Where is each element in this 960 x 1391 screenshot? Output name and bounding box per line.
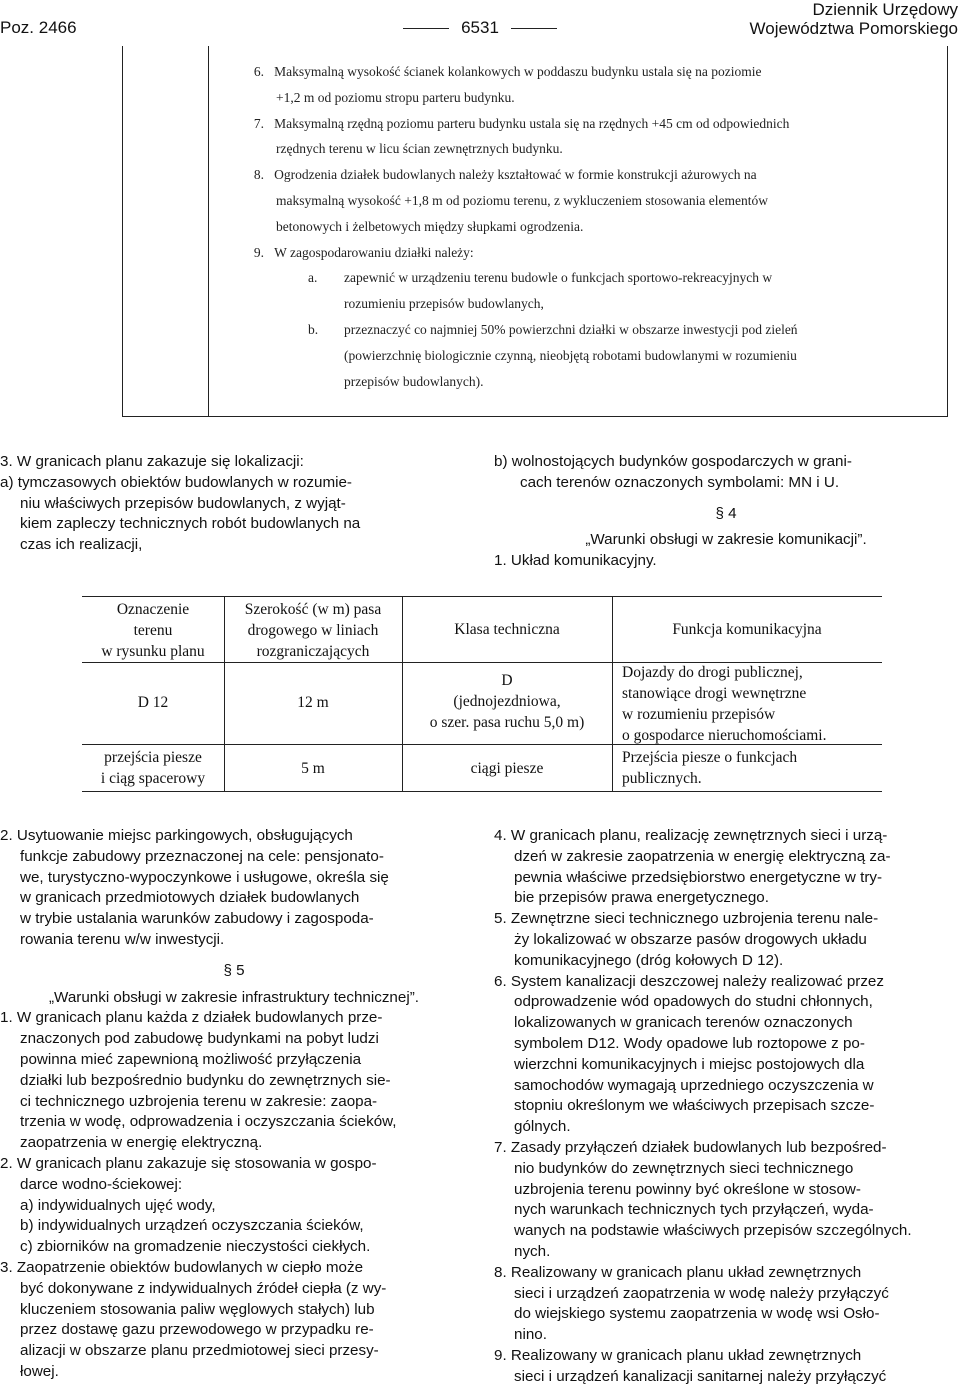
text-line: 1. W granicach planu każda z działek budowlanych prze- <box>0 1009 383 1027</box>
text-line: w granicach przedmiotowych działek budowlanych <box>20 889 360 907</box>
frame-subitem-a: a. zapewnić w urządzeniu terenu budowle o funkcjach sportowo-rekreacyjnych w rozumieniu przepisów budowlanych, <box>308 270 773 312</box>
text-line: działki lub bezpośrednio budynku do zewnętrznych sie- <box>20 1071 391 1089</box>
section3-line: 3. W granicach planu zakazuje się lokalizacji: <box>0 453 304 470</box>
text-line: uzbrojenia terenu powinny być określone w stosow- <box>514 1180 861 1198</box>
text-line: 5. Zewnętrzne sieci technicznego uzbrojenia terenu nale- <box>494 910 879 928</box>
frame-item-6: 6. Maksymalną wysokość ścianek kolankowych w poddaszu budynku ustala się na poziomie +1,2 m od poziomu stropu parteru budynku. <box>253 64 762 105</box>
table-cell: D 12 <box>137 694 169 711</box>
bottom-right-column <box>494 826 958 1388</box>
text-line: wierzchni komunikacyjnych i miejsc postojowych dla <box>514 1055 865 1073</box>
page-number-text: 6531 <box>461 18 499 37</box>
text-line: wanych na podstawie właściwych przepisów szczególnych. <box>514 1222 912 1240</box>
text-line: samochodów wymagają uprzedniego oczyszczenia w <box>514 1076 874 1094</box>
text-line: rowania terenu w/w inwestycji. <box>20 930 225 948</box>
table-header-cell: Szerokość (w m) pasa drogowego w liniach rozgraniczających <box>244 601 382 660</box>
text-line: nych. <box>514 1242 551 1260</box>
text-line: c) zbiorników na gromadzenie nieczystości ciekłych. <box>20 1238 371 1256</box>
road-table <box>82 596 882 792</box>
text-line: 2. W granicach planu zakazuje się stosowania w gospo- <box>0 1154 377 1172</box>
text-line: 4. W granicach planu, realizację zewnętrznych sieci i urzą- <box>494 827 888 844</box>
paragraph-4-heading: § 4 <box>715 504 737 522</box>
text-line: alizacji w obszarze planu przedmiotowej sieci przesy- <box>20 1342 379 1360</box>
text-line: do wiejskiego systemu zaopatrzenia w wodę wsi Osło- <box>514 1305 880 1323</box>
frame-subitem-b: b. przeznaczyć co najmniej 50% powierzchni działki w obszarze inwestycji pod zieleń (powierzchnię biologicznie czynną, nieobjętą robotami budowlanymi w rozumieniu przepisów budowlanych). <box>308 321 798 389</box>
frame-items <box>244 59 924 394</box>
text-line: gólnych. <box>514 1118 571 1136</box>
section3-line: kiem zapleczy technicznych robót budowlanych na <box>20 515 361 533</box>
frame-item-9: 9. W zagospodarowaniu działki należy: <box>253 244 474 260</box>
frame-item-7: 7. Maksymalną rzędną poziomu parteru budynku ustala się na rzędnych +45 cm od odpowiednich rzędnych terenu w licu ścian zewnętrznych budynku. <box>253 115 790 157</box>
text-line: nio budynków do zewnętrznych sieci technicznego <box>514 1159 854 1177</box>
text-line: sieci i urządzeń zaopatrzenia w wodę należy przyłączyć <box>514 1284 889 1302</box>
paragraph-4-title: „Warunki obsługi w zakresie komunikacji”. <box>585 531 867 549</box>
dash-left <box>403 28 449 29</box>
table-header-cell: Klasa techniczna <box>454 621 560 638</box>
frame-item-8: 8. Ogrodzenia działek budowlanych należy kształtować w formie konstrukcji ażurowych na maksymalną wysokość +1,8 m od poziomu terenu, z wykluczeniem stosowania elementów betonowych i żelbetowych między słupkami ogrodzenia. <box>253 167 768 234</box>
table-cell: przejścia piesze i ciąg spacerowy <box>100 749 206 787</box>
table-border-top <box>82 596 882 597</box>
section3-line: czas ich realizacji, <box>20 536 143 554</box>
text-line: sieci i urządzeń kanalizacji sanitarnej należy przyłączyć <box>514 1367 887 1385</box>
table-cell: ciągi piesze <box>470 760 544 777</box>
text-line: darce wodno-ściekowej: <box>20 1175 183 1193</box>
table-border-bottom <box>82 791 882 792</box>
table-cell: D (jednojezdniowa, o szer. pasa ruchu 5,0 m) <box>429 672 585 731</box>
text-line: 7. Zasady przyłączeń działek budowlanych lub bezpośred- <box>494 1138 887 1156</box>
text-line: powinna mieć zapewnioną możliwość przyłączenia <box>20 1050 362 1068</box>
section3-right <box>494 452 958 572</box>
paragraph-5-heading: § 5 <box>223 961 245 979</box>
paragraph-5-title: „Warunki obsługi w zakresie infrastruktury technicznej”. <box>49 988 419 1006</box>
text-line: 6. System kanalizacji deszczowej należy realizować przez <box>494 972 884 990</box>
text-line: być dokonywane z indywidualnych źródeł ciepła (z wy- <box>20 1279 387 1297</box>
text-line: ci technicznego uzbrojenia terenu w zakresie: zaopa- <box>20 1092 378 1110</box>
journal-title-line1: Dziennik Urzędowy <box>812 0 958 19</box>
text-line: stopniu określonym we właściwych przepisach szcze- <box>514 1097 875 1115</box>
text-line: we, turystyczno-wypoczynkowe i usługowe, określa się <box>20 868 389 886</box>
text-line: 9. Realizowany w granicach planu układ zewnętrznych <box>494 1346 862 1364</box>
text-line: przez dostawę gazu przewodowego w przypadku re- <box>20 1321 374 1339</box>
text-line: komunikacyjnego (dróg kołowych D 12). <box>514 951 784 969</box>
text-line: kluczeniem stosowania paliw węglowych stałych) lub <box>20 1300 375 1318</box>
text-line: pewnia właściwe przedsiębiorstwo energetyczne w try- <box>514 868 883 886</box>
text-line: w trybie ustalania warunków zabudowy i zagospoda- <box>20 910 374 928</box>
text-line: 2. Usytuowanie miejsc parkingowych, obsługujących <box>0 827 353 844</box>
text-line: 8. Realizowany w granicach planu układ zewnętrznych <box>494 1263 862 1281</box>
text-line: odprowadzenie wód opadowych do studni chłonnych, <box>514 993 873 1011</box>
position-number: Poz. 2466 <box>0 18 77 37</box>
text-line: 3. Zaopatrzenie obiektów budowlanych w ciepło może <box>0 1258 364 1276</box>
text-line: trzenia w wodę, odprowadzenia i oczyszczania ścieków, <box>20 1113 397 1131</box>
journal-title-line2: Województwa Pomorskiego <box>749 19 958 38</box>
text-line: bie przepisów prawa energetycznego. <box>514 889 769 907</box>
section3-line: b) wolnostojących budynków gospodarczych w grani- <box>494 453 852 470</box>
text-line: b) indywidualnych urządzeń oczyszczania ścieków, <box>20 1217 364 1235</box>
paragraph-4-item-1: 1. Układ komunikacyjny. <box>494 552 657 570</box>
text-line: zaopatrzenia w energię elektryczną. <box>20 1134 263 1152</box>
text-line: dzeń w zakresie zaopatrzenia w energię elektryczną za- <box>514 847 891 865</box>
text-line: symbolem D12. Wody opadowe lub roztopowe z po- <box>514 1034 865 1052</box>
text-line: funkcje zabudowy przeznaczonej na cele: pensjonato- <box>20 847 384 865</box>
section3-line: a) tymczasowych obiektów budowlanych w rozumie- <box>0 473 352 491</box>
text-line: nino. <box>514 1326 547 1344</box>
journal-title <box>750 0 959 38</box>
text-line: nych warunkach technicznych tych przyłączeń, wyda- <box>514 1201 874 1219</box>
table-header-cell: Oznaczenie terenu w rysunku planu <box>101 601 205 660</box>
text-line: lokalizowanych w granicach terenów oznaczonych <box>514 1014 853 1032</box>
section3-left <box>0 452 468 556</box>
text-line: ży lokalizować w obszarze pasów drogowych układu <box>514 930 867 948</box>
text-line: łowej. <box>20 1362 59 1380</box>
table-cell: 12 m <box>297 694 329 711</box>
bottom-left-column <box>0 826 468 1383</box>
table-cell: Przejścia piesze o funkcjach publicznych. <box>622 749 798 787</box>
dash-right <box>511 28 557 29</box>
section3-line: cach terenów oznaczonych symbolami: MN i U. <box>520 473 840 491</box>
section3-line: niu właściwych przepisów budowlanych, z wyjąt- <box>20 494 346 512</box>
frame-column-divider <box>208 46 209 416</box>
table-cell: Dojazdy do drogi publicznej, stanowiące drogi wewnętrzne w rozumieniu przepisów o gospodarce nieruchomościami. <box>622 664 827 744</box>
text-line: znaczonych pod zabudowę budynkami na pobyt ludzi <box>20 1030 379 1048</box>
table-header-cell: Funkcja komunikacyjna <box>672 621 822 638</box>
text-line: a) indywidualnych ujęć wody, <box>20 1196 216 1214</box>
table-cell: 5 m <box>301 760 325 777</box>
